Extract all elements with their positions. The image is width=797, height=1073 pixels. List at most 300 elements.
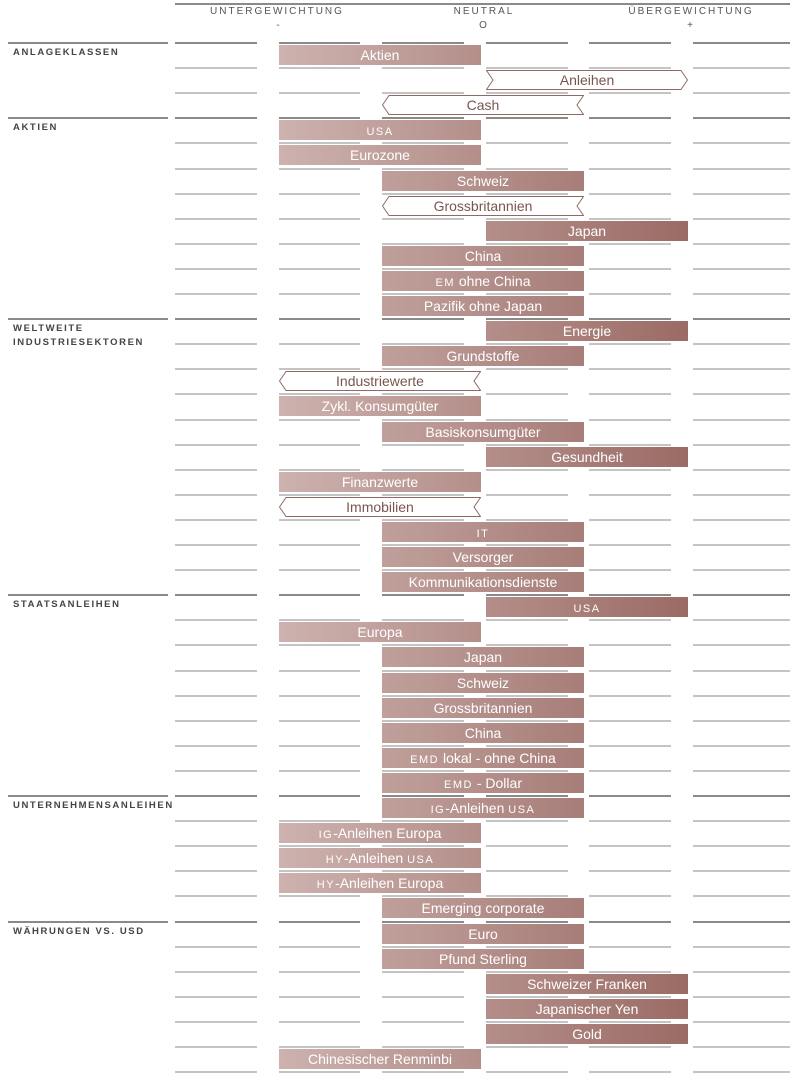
allocation-bar [486,221,688,241]
bar-label-acronym: USA [407,854,435,866]
row-gridline [382,67,464,69]
bar-label-text: ohne China [454,273,531,289]
row-gridline [486,644,568,646]
row-gridline [693,469,790,471]
row-gridline [175,519,257,521]
row-gridline [382,293,464,295]
allocation-bar [279,1049,481,1069]
row-gridline [693,971,790,973]
row-gridline [279,243,360,245]
bar-label-text: USA [366,126,394,138]
bar-label: Pazifik ohne Japan [423,298,543,314]
row-gridline [279,419,360,421]
row-gridline [589,92,671,94]
row-gridline [279,619,360,621]
section-divider [486,42,568,44]
row-gridline [589,695,671,697]
row-gridline [382,619,464,621]
row-gridline [486,695,568,697]
section-divider [589,594,671,596]
bar-label: Kommunikationsdienste [408,574,558,590]
row-gridline [175,895,257,897]
section-divider [382,318,464,320]
section-divider [382,117,464,119]
row-gridline [382,1046,464,1048]
row-gridline [486,770,568,772]
row-gridline [486,745,568,747]
section-divider [8,117,168,119]
row-gridline [693,695,790,697]
bar-label-text: lokal - ohne China [439,750,556,766]
row-gridline [279,293,360,295]
row-gridline [279,444,360,446]
bar-label: Anleihen [559,72,615,88]
row-gridline [486,393,568,395]
row-gridline [279,870,360,872]
section-divider [279,42,360,44]
row-gridline [382,494,464,496]
row-gridline [486,870,568,872]
row-gridline [693,368,790,370]
section-divider [8,318,168,320]
row-gridline [486,293,568,295]
bar-label [317,875,443,891]
allocation-bar [382,748,584,768]
row-gridline [175,870,257,872]
row-gridline [486,168,568,170]
row-gridline [175,770,257,772]
row-gridline [175,670,257,672]
row-gridline [175,644,257,646]
section-divider [8,795,168,797]
section-divider [279,795,360,797]
row-gridline [693,745,790,747]
row-gridline [589,469,671,471]
allocation-bar [486,597,688,617]
bar-label: Basiskonsumgüter [425,424,541,440]
row-gridline [693,1021,790,1023]
row-gridline [693,895,790,897]
section-divider [693,921,790,923]
allocation-bar [486,321,688,341]
row-gridline [693,393,790,395]
section-divider [382,42,464,44]
row-gridline [382,820,464,822]
row-gridline [175,971,257,973]
row-gridline [486,419,568,421]
bar-label: Chinesischer Renminbi [308,1051,452,1067]
row-gridline [693,92,790,94]
bar-label-text: - Dollar [472,775,522,791]
section-divider [486,318,568,320]
allocation-bar [486,447,688,467]
bar-label: Zykl. Konsumgüter [321,398,439,414]
row-gridline [693,243,790,245]
bar-label: Finanzwerte [341,474,419,490]
row-gridline [693,494,790,496]
allocation-bar [279,396,481,416]
row-gridline [175,67,257,69]
bar-label: Grundstoffe [446,348,520,364]
bar-label [435,273,530,289]
row-gridline [175,544,257,546]
section-divider [279,117,360,119]
row-gridline [382,444,464,446]
section-divider [175,921,257,923]
allocation-bar [382,95,584,115]
row-gridline [693,343,790,345]
allocation-bar [279,472,481,492]
row-gridline [693,218,790,220]
row-gridline [175,720,257,722]
header-overweight: ÜBERGEWICHTUNG [628,6,754,17]
row-gridline [382,770,464,772]
header-underweight: UNTERGEWICHTUNG [210,6,344,17]
row-gridline [693,193,790,195]
bar-label: China [464,725,502,741]
bar-label: Europa [357,624,403,640]
row-gridline [693,268,790,270]
row-gridline [382,996,464,998]
row-gridline [486,444,568,446]
row-gridline [382,268,464,270]
bar-label: Versorger [452,549,514,565]
row-gridline [175,243,257,245]
allocation-bar [382,798,584,818]
row-gridline [279,142,360,144]
row-gridline [175,444,257,446]
row-gridline [486,268,568,270]
row-gridline [175,946,257,948]
bar-label: Aktien [360,47,400,63]
section-divider [279,318,360,320]
row-gridline [382,670,464,672]
section-divider [589,921,671,923]
row-gridline [693,619,790,621]
section-label: AKTIEN [13,122,58,133]
row-gridline [693,1046,790,1048]
allocation-bar [382,171,584,191]
bar-label: Grossbritannien [433,700,533,716]
row-gridline [693,569,790,571]
row-gridline [486,569,568,571]
row-gridline [486,142,568,144]
row-gridline [175,168,257,170]
allocation-bar [382,698,584,718]
section-divider [279,594,360,596]
bar-label: Gold [572,1026,602,1042]
row-gridline [382,720,464,722]
row-gridline [175,293,257,295]
row-gridline [279,494,360,496]
row-gridline [279,393,360,395]
row-gridline [486,720,568,722]
row-gridline [589,770,671,772]
row-gridline [589,845,671,847]
section-divider [382,921,464,923]
row-gridline [486,494,568,496]
section-divider [279,921,360,923]
row-gridline [279,519,360,521]
allocation-bar [279,45,481,65]
row-gridline [486,469,568,471]
section-label: UNTERNEHMENSANLEIHEN [13,800,174,811]
section-divider [8,42,168,44]
allocation-bar [382,547,584,567]
section-divider [693,318,790,320]
section-label: STAATSANLEIHEN [13,599,121,610]
section-divider [175,117,257,119]
bar-label-text: -Anleihen Europa [335,875,444,891]
row-gridline [693,670,790,672]
bar-label [573,599,600,615]
row-gridline [175,1046,257,1048]
row-gridline [486,67,568,69]
row-gridline [279,946,360,948]
row-gridline [382,946,464,948]
row-gridline [175,820,257,822]
section-divider [589,117,671,119]
row-gridline [175,1021,257,1023]
bar-label [366,122,393,138]
row-gridline [693,544,790,546]
allocation-bar [382,572,584,592]
bar-label [477,524,490,540]
row-gridline [175,996,257,998]
row-gridline [693,293,790,295]
row-gridline [589,569,671,571]
row-gridline [382,695,464,697]
bar-label: Schweiz [456,675,510,691]
row-gridline [589,619,671,621]
bar-label-acronym: IG [430,804,446,816]
row-gridline [279,971,360,973]
row-gridline [382,168,464,170]
row-gridline [486,1046,568,1048]
bar-label [444,775,522,791]
row-gridline [382,544,464,546]
row-gridline [693,142,790,144]
row-gridline [486,368,568,370]
bar-label: Japanischer Yen [535,1001,639,1017]
row-gridline [175,619,257,621]
section-divider [589,795,671,797]
row-gridline [279,644,360,646]
row-gridline [382,569,464,571]
header-plus-symbol: + [687,20,693,31]
row-gridline [589,971,671,973]
bar-label: Industriewerte [336,373,424,389]
bar-label: Energie [562,323,612,339]
bar-label-text: -Anleihen [445,800,509,816]
row-gridline [589,243,671,245]
section-divider [589,318,671,320]
row-gridline [486,895,568,897]
allocation-bar [279,497,481,517]
row-gridline [486,845,568,847]
allocation-bar [382,949,584,969]
allocation-bar [279,848,481,868]
allocation-bar [382,246,584,266]
section-divider [175,42,257,44]
section-divider [175,795,257,797]
bar-label: Japan [463,649,503,665]
header-neutral-symbol: O [479,20,487,31]
row-gridline [175,92,257,94]
section-divider [175,318,257,320]
row-gridline [486,343,568,345]
row-gridline [693,870,790,872]
row-gridline [279,1021,360,1023]
row-gridline [693,770,790,772]
allocation-bar [382,647,584,667]
row-gridline [382,971,464,973]
allocation-bar [382,196,584,216]
row-gridline [589,996,671,998]
row-gridline [279,695,360,697]
bar-label: China [464,248,502,264]
row-gridline [382,343,464,345]
row-gridline [693,168,790,170]
section-divider [382,795,464,797]
allocation-bar [382,673,584,693]
bar-label [431,800,536,816]
row-gridline [589,544,671,546]
row-gridline [382,895,464,897]
allocation-bar [486,1024,688,1044]
bar-label: Schweizer Franken [527,976,647,992]
section-divider [486,795,568,797]
row-gridline [693,519,790,521]
row-gridline [486,619,568,621]
row-gridline [279,770,360,772]
row-gridline [279,469,360,471]
row-gridline [279,1046,360,1048]
header-top-line [175,3,790,5]
row-gridline [279,168,360,170]
row-gridline [589,142,671,144]
section-divider [693,594,790,596]
bar-label-text: USA [573,603,601,615]
row-gridline [589,268,671,270]
bar-label: Schweiz [456,173,510,189]
row-gridline [279,996,360,998]
row-gridline [693,820,790,822]
section-divider [486,117,568,119]
row-gridline [693,444,790,446]
row-gridline [589,745,671,747]
row-gridline [175,142,257,144]
section-divider [8,921,168,923]
row-gridline [175,695,257,697]
bar-label: Euro [468,926,498,942]
section-divider [175,594,257,596]
row-gridline [589,444,671,446]
row-gridline [382,845,464,847]
row-gridline [175,494,257,496]
bar-label: Immobilien [346,499,414,515]
row-gridline [382,1021,464,1023]
row-gridline [279,745,360,747]
allocation-bar [486,999,688,1019]
row-gridline [693,720,790,722]
section-divider [8,594,168,596]
row-gridline [589,519,671,521]
row-gridline [589,1046,671,1048]
bar-label-acronym: EMD [444,779,473,791]
row-gridline [486,519,568,521]
row-gridline [693,946,790,948]
header-neutral: NEUTRAL [453,6,515,17]
row-gridline [589,67,671,69]
row-gridline [589,393,671,395]
row-gridline [589,193,671,195]
row-gridline [382,193,464,195]
section-label: WÄHRUNGEN VS. USD [13,926,145,937]
allocation-bar [382,296,584,316]
row-gridline [175,268,257,270]
section-divider [486,594,568,596]
row-gridline [279,670,360,672]
row-gridline [589,419,671,421]
row-gridline [589,494,671,496]
row-gridline [486,92,568,94]
row-gridline [589,644,671,646]
row-gridline [382,469,464,471]
row-gridline [486,996,568,998]
row-gridline [382,519,464,521]
section-divider [382,594,464,596]
bar-label: Eurozone [350,147,410,163]
row-gridline [279,67,360,69]
header-minus-symbol: - [276,20,280,31]
row-gridline [693,419,790,421]
bar-label-acronym: IG [318,829,334,841]
section-label: WELTWEITE INDUSTRIESEKTOREN [13,323,145,348]
row-gridline [486,1021,568,1023]
row-gridline [589,720,671,722]
row-gridline [382,368,464,370]
bar-label-acronym: HY [325,854,345,866]
row-gridline [693,996,790,998]
row-gridline [279,368,360,370]
row-gridline [486,243,568,245]
row-gridline [589,218,671,220]
row-gridline [382,393,464,395]
row-gridline [589,870,671,872]
row-gridline [279,193,360,195]
row-gridline [693,67,790,69]
bar-label-text: -Anleihen Europa [333,825,442,841]
row-gridline [279,544,360,546]
row-gridline [279,92,360,94]
row-gridline [175,368,257,370]
row-gridline [486,218,568,220]
row-gridline [382,644,464,646]
row-gridline [175,193,257,195]
row-gridline [486,971,568,973]
allocation-bar [279,120,481,140]
row-gridline [175,845,257,847]
bar-label: Japan [567,223,607,239]
bar-label [319,825,442,841]
allocation-bar [279,823,481,843]
row-gridline [589,343,671,345]
row-gridline [175,569,257,571]
row-gridline [382,419,464,421]
row-gridline [693,845,790,847]
bar-label-acronym: EMD [410,754,440,766]
